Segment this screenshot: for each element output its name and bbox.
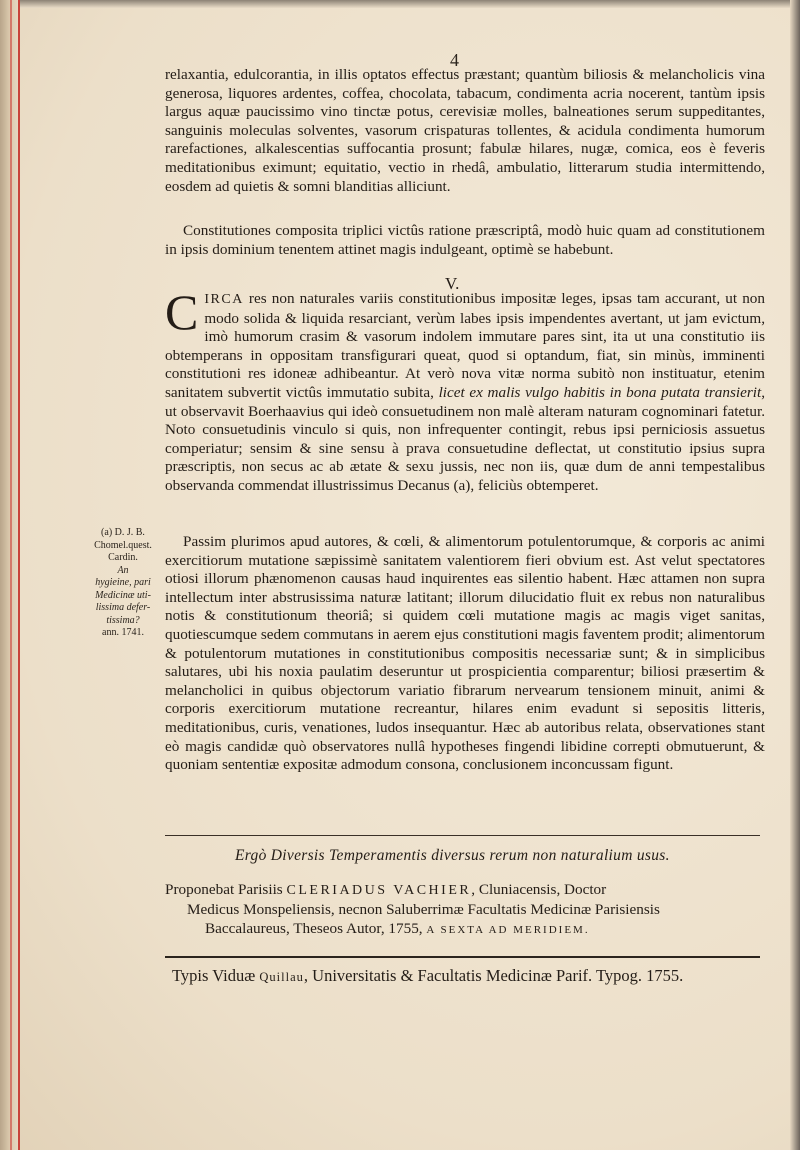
divider-rule-thick (165, 956, 760, 958)
printer-imprint (172, 966, 683, 986)
binding-red-line (10, 0, 12, 1150)
note-line-italic: An (117, 564, 129, 576)
text-run: Baccalaureus, Theseos Autor, 1755, (205, 920, 427, 937)
note-line-italic: Medicinæ uti- (95, 589, 151, 601)
time-of-defense: A SEXTA AD MERIDIEM. (426, 924, 590, 936)
proponent-line (165, 881, 606, 898)
italic-quote: licet ex malis vulgo habitis in bona putata transierit (438, 383, 762, 401)
paragraph-text: Constitutiones composita triplici victûs ratione præscriptâ, modò huic quam ad constitutionem in ipsis dominium tenentem attinet magis indulgeant, optimè se habebunt. (165, 222, 765, 258)
proponent-line: Medicus Monspeliensis, necnon Saluberrimæ Facultatis Medicinæ Parisiensis (187, 901, 660, 918)
drop-cap: C (165, 284, 199, 340)
page-right-edge (790, 0, 800, 1150)
paragraph-continued (165, 66, 765, 196)
note-line-italic: tissima? (106, 614, 140, 626)
paragraph-passim (165, 533, 765, 775)
text-run: , Universitatis & Facultatis Medicinæ Parif. Typog. 1755. (303, 966, 684, 985)
text-run: , Cluniacensis, Doctor (471, 881, 607, 898)
paragraph-text: Passim plurimos apud autores, & cœli, & alimentorum potulentorumque, & corporis ac animi exercitiorum mutatione sæpissimè sanitatem valentiorem fieri obvium est. Ast velut spectatores otiosi illorum phænomenon causas haud inquirentes eas silentio habent. Hæc attamen non supra intellectum inter abstrusissima naturæ latitant; illorum dilucidatio fluit ex rebus non naturalibus notis & constitutionum theoriâ; si quidem cœli mutatione magis ac magis viget sanitas, quotiescumque sedem commutans in aerem ejus constitutioni magis faventem prodit; alimentorum & potulentorum mutationes in constitutionibus compositis necessariæ sunt; & in simplicibus salutares, ubi his noxia paulatim deseruntur ut prospicientia comparentur; biliosi præsertim & melancholici in quibus objectorum variatio fibrarum nervearum tensionem minuit, animi & corporis exercitiorum mutatione recreantur, hilares enim evadunt si sepositis litteris, meditationibus, curis, venationes, ludos insequantur. Hæc ab autoribus relata, observationes stant eò magis candidæ quò observatores nullâ hypotheses fingendi libidine correpti obmutuerunt, & quoniam sententiæ expositæ admodum consona, conclusionem inconcussam figunt. (165, 533, 765, 774)
note-line-italic: lissima defer- (95, 602, 151, 613)
note-line: (a) D. J. B. (101, 527, 145, 538)
text-run: , ut observavit Boerhaavius qui ideò consuetudinem non malè alteram naturam cognominari fatetur. Noto consuetudinis vinculo si quis, non infrequenter contingit, rebus ipsi perniciosis assuetus comperiatur; sensim & sine sensu à prava consuetudine deflectat, ut constitutio ipsius supra præscriptis, non secus ac ab ætate & sexu jussis, nec non iis, quæ dum de anni tempestalibus observanda commendat illustrissimus Decanus (a), feliciùs obtemperet. (165, 383, 765, 494)
text-run: Typis Viduæ (172, 966, 260, 985)
page-top-edge (0, 0, 800, 8)
printer-name: Quillau (259, 970, 304, 984)
author-name: CLERIADUS VACHIER (286, 883, 472, 898)
note-line-italic: hygieine, pari (95, 577, 151, 588)
paragraph-text: relaxantia, edulcorantia, in illis optatos effectus præstant; quantùm biliosis & melancholicis vina generosa, liquores ardentes, coffea, chocolata, tabacum, condimenta acria nocerent, tantùm ipsis largus aquæ paucissimo vino tinctæ potus, cerevisiæ molles, balneationes serum suppeditantes, sanguinis moleculas solventes, vasorum crispaturas tollentes, & acidula condimenta humorum rarefactiones, alkalescentias suffocantia prosunt; fabulæ hilares, nugæ, comica, eos è feveris meditationibus eximunt; equitatio, vectio in rhedâ, ambulatio, litterarum studia intermittendo, eosdem ad quietis & somni blanditias alliciunt. (165, 66, 765, 195)
divider-rule (165, 835, 760, 836)
note-year: ann. 1741. (102, 627, 144, 638)
text-run: res non naturales variis constitutionibus impositæ leges, ipsas tam accurant, ut non modo solida & liquida resarciant, verùm labes ipsis impendentes avertant, ut jam evictum, imò humorum crasim & vasorum indolem immutare pares sint, ita ut una constitutio iis obtemperans in oppositam transfigurari queat, quod si optandum, fiat, sin minùs, imminenti constitutioni res idoneæ adhibeantur. At verò nova vitæ norma subitò non instituatur, etenim sanitatem subvertit victûs immutatio subita, (165, 290, 765, 401)
text-run: Proponebat Parisiis (165, 881, 287, 898)
note-line: Chomel.quest. (94, 539, 152, 551)
thesis-conclusion: Ergò Diversis Temperamentis diversus rerum non naturalium usus. (235, 847, 670, 864)
small-caps-word: IRCA (204, 292, 244, 307)
paragraph-text (165, 284, 765, 496)
note-line: Cardin. (108, 552, 138, 563)
section-number: V. (445, 274, 460, 293)
margin-footnote (84, 527, 162, 640)
proponent-block (165, 880, 765, 940)
paragraph-circa (165, 284, 765, 496)
proponent-line (165, 919, 765, 940)
paragraph-constitutiones (165, 222, 765, 259)
page-number: 4 (450, 50, 459, 70)
